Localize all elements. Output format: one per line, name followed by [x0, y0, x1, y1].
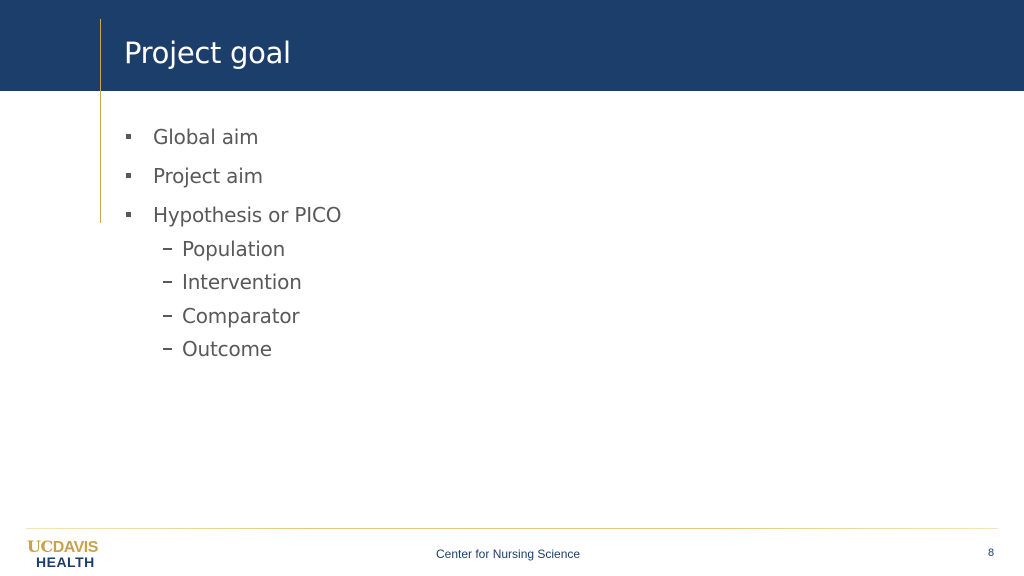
dash-bullet-icon: [163, 281, 172, 283]
sub-item-label: Population: [182, 237, 286, 261]
dash-bullet-icon: [163, 348, 172, 350]
bullet-label: Global aim: [153, 125, 259, 149]
sub-item-label: Comparator: [182, 304, 300, 328]
logo-uc-text: UC: [27, 537, 53, 556]
square-bullet-icon: [126, 212, 131, 217]
bullet-label: Hypothesis or PICO: [153, 203, 342, 227]
slide-title: Project goal: [124, 36, 291, 70]
sub-item-label: Intervention: [182, 270, 302, 294]
bullet-label: Project aim: [153, 164, 263, 188]
square-bullet-icon: [126, 134, 131, 139]
square-bullet-icon: [126, 173, 131, 178]
sub-item-label: Outcome: [182, 337, 272, 361]
logo-health-text: HEALTH: [36, 554, 95, 570]
uc-davis-health-logo: [27, 538, 111, 570]
logo-davis-text: DAVIS: [52, 539, 98, 556]
footer-divider: [26, 528, 998, 529]
page-number: 8: [988, 547, 995, 559]
dash-bullet-icon: [163, 248, 172, 250]
footer-center-text: Center for Nursing Science: [436, 547, 581, 561]
dash-bullet-icon: [163, 315, 172, 317]
